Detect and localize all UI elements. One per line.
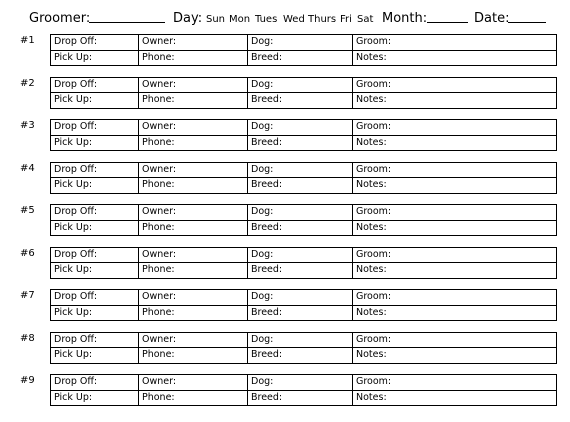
pick-up-field[interactable]: Pick Up: xyxy=(51,305,139,321)
appointment-record xyxy=(0,374,570,406)
breed-field[interactable]: Breed: xyxy=(248,263,353,279)
notes-field[interactable]: Notes: xyxy=(353,390,557,406)
table-row xyxy=(51,50,557,66)
record-number: #7 xyxy=(20,290,35,301)
breed-field[interactable]: Breed: xyxy=(248,135,353,151)
breed-field[interactable]: Breed: xyxy=(248,390,353,406)
dog-field[interactable]: Dog: xyxy=(248,375,353,391)
breed-field[interactable]: Breed: xyxy=(248,50,353,66)
table-row xyxy=(51,390,557,406)
pick-up-field[interactable]: Pick Up: xyxy=(51,178,139,194)
record-number: #2 xyxy=(20,77,35,89)
drop-off-field[interactable]: Drop Off: xyxy=(51,35,139,51)
month-label: Month: xyxy=(382,11,428,26)
record-number: #3 xyxy=(20,120,35,131)
phone-field[interactable]: Phone: xyxy=(139,135,248,151)
table-row xyxy=(51,135,557,151)
dog-field[interactable]: Dog: xyxy=(248,247,353,263)
record-form-grid xyxy=(50,247,557,279)
record-number: #6 xyxy=(20,247,35,259)
groom-field[interactable]: Groom: xyxy=(353,332,557,348)
record-form-grid xyxy=(50,204,557,236)
groom-field[interactable]: Groom: xyxy=(353,120,557,136)
owner-field[interactable]: Owner: xyxy=(139,247,248,263)
record-form-grid xyxy=(50,332,557,364)
owner-field[interactable]: Owner: xyxy=(139,205,248,221)
breed-field[interactable]: Breed: xyxy=(248,348,353,364)
table-row xyxy=(51,290,557,306)
notes-field[interactable]: Notes: xyxy=(353,50,557,66)
owner-field[interactable]: Owner: xyxy=(139,332,248,348)
table-row xyxy=(51,120,557,136)
notes-field[interactable]: Notes: xyxy=(353,93,557,109)
appointment-record xyxy=(0,77,570,109)
pick-up-field[interactable]: Pick Up: xyxy=(51,50,139,66)
table-row xyxy=(51,332,557,348)
notes-field[interactable]: Notes: xyxy=(353,220,557,236)
appointment-record xyxy=(0,162,570,194)
groom-field[interactable]: Groom: xyxy=(353,247,557,263)
record-number: #1 xyxy=(20,35,35,46)
groom-field[interactable]: Groom: xyxy=(353,205,557,221)
owner-field[interactable]: Owner: xyxy=(139,120,248,136)
record-form-grid xyxy=(50,77,557,109)
day-option-thurs[interactable]: Thurs xyxy=(308,14,337,25)
dog-field[interactable]: Dog: xyxy=(248,205,353,221)
breed-field[interactable]: Breed: xyxy=(248,93,353,109)
drop-off-field[interactable]: Drop Off: xyxy=(51,162,139,178)
table-row xyxy=(51,77,557,93)
table-row xyxy=(51,348,557,364)
groom-field[interactable]: Groom: xyxy=(353,162,557,178)
table-row xyxy=(51,205,557,221)
record-number: #9 xyxy=(20,375,35,386)
owner-field[interactable]: Owner: xyxy=(139,375,248,391)
drop-off-field[interactable]: Drop Off: xyxy=(51,332,139,348)
appointment-record xyxy=(0,247,570,279)
dog-field[interactable]: Dog: xyxy=(248,77,353,93)
groomer-blank[interactable] xyxy=(89,22,165,23)
notes-field[interactable]: Notes: xyxy=(353,305,557,321)
record-form-grid xyxy=(50,162,557,194)
pick-up-field[interactable]: Pick Up: xyxy=(51,263,139,279)
dog-field[interactable]: Dog: xyxy=(248,120,353,136)
dog-field[interactable]: Dog: xyxy=(248,162,353,178)
owner-field[interactable]: Owner: xyxy=(139,35,248,51)
appointment-record xyxy=(0,289,570,321)
phone-field[interactable]: Phone: xyxy=(139,178,248,194)
table-row xyxy=(51,247,557,263)
appointment-record xyxy=(0,119,570,151)
groom-field[interactable]: Groom: xyxy=(353,77,557,93)
record-number: #4 xyxy=(20,162,35,174)
phone-field[interactable]: Phone: xyxy=(139,220,248,236)
day-option-sun[interactable]: Sun xyxy=(206,14,226,25)
sheet-header xyxy=(0,0,570,32)
record-form-grid xyxy=(50,119,557,151)
day-option-fri[interactable]: Fri xyxy=(340,14,352,25)
groom-field[interactable]: Groom: xyxy=(353,35,557,51)
month-blank[interactable] xyxy=(427,22,468,23)
appointment-record xyxy=(0,34,570,66)
groomer-label: Groomer: xyxy=(29,11,91,26)
record-number: #8 xyxy=(20,332,35,344)
phone-field[interactable]: Phone: xyxy=(139,93,248,109)
record-form-grid xyxy=(50,374,557,406)
pick-up-field[interactable]: Pick Up: xyxy=(51,348,139,364)
drop-off-field[interactable]: Drop Off: xyxy=(51,247,139,263)
appointment-record xyxy=(0,332,570,364)
day-option-sat[interactable]: Sat xyxy=(357,14,374,25)
date-label: Date: xyxy=(474,11,510,26)
date-blank[interactable] xyxy=(508,22,546,23)
record-form-grid xyxy=(50,34,557,66)
drop-off-field[interactable]: Drop Off: xyxy=(51,77,139,93)
phone-field[interactable]: Phone: xyxy=(139,50,248,66)
phone-field[interactable]: Phone: xyxy=(139,390,248,406)
pick-up-field[interactable]: Pick Up: xyxy=(51,135,139,151)
day-label: Day: xyxy=(173,11,203,26)
dog-field[interactable]: Dog: xyxy=(248,290,353,306)
groom-field[interactable]: Groom: xyxy=(353,290,557,306)
groom-field[interactable]: Groom: xyxy=(353,375,557,391)
drop-off-field[interactable]: Drop Off: xyxy=(51,290,139,306)
day-option-wed[interactable]: Wed xyxy=(283,14,305,25)
dog-field[interactable]: Dog: xyxy=(248,332,353,348)
breed-field[interactable]: Breed: xyxy=(248,178,353,194)
pick-up-field[interactable]: Pick Up: xyxy=(51,220,139,236)
table-row xyxy=(51,375,557,391)
phone-field[interactable]: Phone: xyxy=(139,263,248,279)
day-option-mon[interactable]: Mon xyxy=(229,14,251,25)
breed-field[interactable]: Breed: xyxy=(248,220,353,236)
pick-up-field[interactable]: Pick Up: xyxy=(51,390,139,406)
dog-field[interactable]: Dog: xyxy=(248,35,353,51)
pick-up-field[interactable]: Pick Up: xyxy=(51,93,139,109)
owner-field[interactable]: Owner: xyxy=(139,290,248,306)
table-row xyxy=(51,93,557,109)
table-row xyxy=(51,263,557,279)
phone-field[interactable]: Phone: xyxy=(139,348,248,364)
phone-field[interactable]: Phone: xyxy=(139,305,248,321)
table-row xyxy=(51,305,557,321)
table-row xyxy=(51,162,557,178)
appointment-record xyxy=(0,204,570,236)
table-row xyxy=(51,178,557,194)
table-row xyxy=(51,220,557,236)
record-form-grid xyxy=(50,289,557,321)
notes-field[interactable]: Notes: xyxy=(353,263,557,279)
day-option-tues[interactable]: Tues xyxy=(255,14,278,25)
owner-field[interactable]: Owner: xyxy=(139,162,248,178)
owner-field[interactable]: Owner: xyxy=(139,77,248,93)
table-row xyxy=(51,35,557,51)
drop-off-field[interactable]: Drop Off: xyxy=(51,120,139,136)
notes-field[interactable]: Notes: xyxy=(353,348,557,364)
notes-field[interactable]: Notes: xyxy=(353,135,557,151)
drop-off-field[interactable]: Drop Off: xyxy=(51,375,139,391)
drop-off-field[interactable]: Drop Off: xyxy=(51,205,139,221)
breed-field[interactable]: Breed: xyxy=(248,305,353,321)
notes-field[interactable]: Notes: xyxy=(353,178,557,194)
record-number: #5 xyxy=(20,205,35,216)
